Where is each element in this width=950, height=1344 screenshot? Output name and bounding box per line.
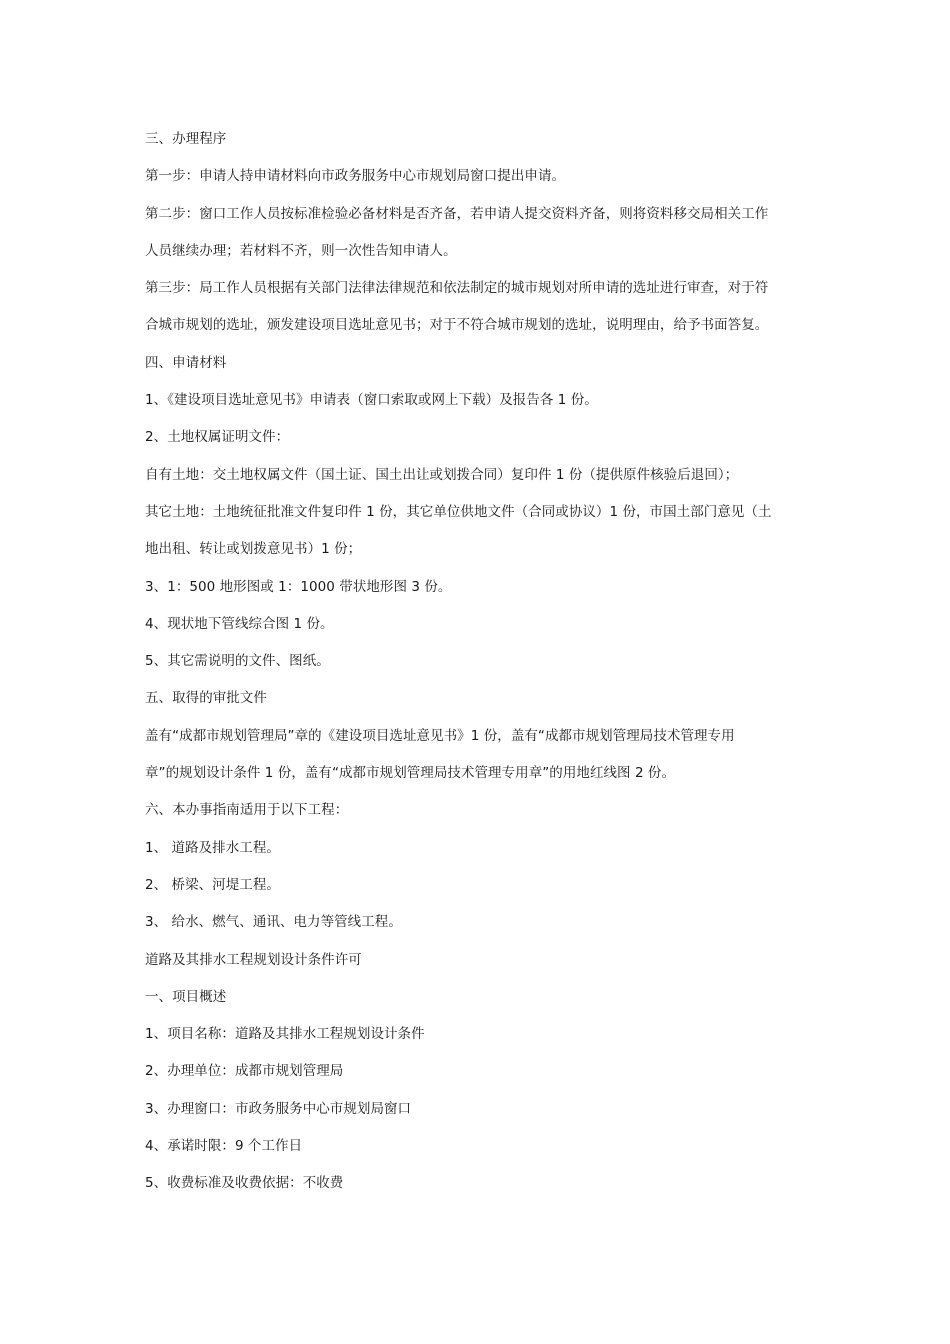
list-item: 2、土地权属证明文件：	[145, 429, 290, 446]
paragraph-line: 盖有“成都市规划管理局”章的《建设项目选址意见书》1 份，盖有“成都市规划管理局技术管理专用	[145, 727, 735, 744]
list-item: 5、其它需说明的文件、图纸。	[145, 653, 330, 670]
paragraph-line: 第一步：申请人持申请材料向市政务服务中心市规划局窗口提出申请。	[145, 168, 566, 185]
paragraph-line: 合城市规划的选址，颁发建设项目选址意见书；对于不符合城市规划的选址，说明理由，给予书面答复。	[145, 317, 769, 334]
list-item: 2、 桥梁、河堤工程。	[145, 876, 280, 893]
list-item: 3、办理窗口：市政务服务中心市规划局窗口	[145, 1100, 412, 1117]
paragraph-line: 章”的规划设计条件 1 份，盖有“成都市规划管理局技术管理专用章”的用地红线图 2 份。	[145, 765, 676, 782]
paragraph-line: 地出租、转让或划拨意见书）1 份；	[145, 541, 362, 558]
document-title-road-drainage: 道路及其排水工程规划设计条件许可	[145, 951, 362, 968]
section-heading-procedure: 三、办理程序	[145, 131, 227, 147]
section-heading-approval-documents: 五、取得的审批文件	[145, 690, 267, 707]
list-item: 5、收费标准及收费依据：不收费	[145, 1175, 344, 1192]
section-heading-materials: 四、申请材料	[145, 354, 227, 371]
list-item: 2、办理单位：成都市规划管理局	[145, 1063, 344, 1080]
list-item: 1、项目名称：道路及其排水工程规划设计条件	[145, 1026, 425, 1043]
document-body	[145, 121, 810, 1203]
list-item: 1、《建设项目选址意见书》申请表（窗口索取或网上下载）及报告各 1 份。	[145, 392, 598, 409]
list-item: 4、现状地下管线综合图 1 份。	[145, 615, 334, 632]
paragraph-line: 自有土地：交土地权属文件（国土证、国土出让或划拨合同）复印件 1 份（提供原件核验后退回）；	[145, 466, 739, 483]
paragraph-line: 第二步：窗口工作人员按标准检验必备材料是否齐备，若申请人提交资料齐备，则将资料移交局相关工作	[145, 205, 769, 222]
list-item: 4、承诺时限：9 个工作日	[145, 1138, 303, 1155]
section-heading-applicable-projects: 六、本办事指南适用于以下工程：	[145, 802, 349, 819]
paragraph-line: 人员继续办理；若材料不齐，则一次性告知申请人。	[145, 242, 457, 259]
paragraph-line: 第三步：局工作人员根据有关部门法律法律规范和依法制定的城市规划对所申请的选址进行审查，对于符	[145, 280, 769, 297]
list-item: 1、 道路及排水工程。	[145, 839, 280, 856]
list-item: 3、 给水、燃气、通讯、电力等管线工程。	[145, 914, 402, 931]
section-heading-overview: 一、项目概述	[145, 988, 227, 1005]
paragraph-line: 其它土地：土地统征批准文件复印件 1 份，其它单位供地文件（合同或协议）1 份，市国土部门意见（土	[145, 503, 772, 520]
list-item: 3、1：500 地形图或 1：1000 带状地形图 3 份。	[145, 578, 452, 595]
